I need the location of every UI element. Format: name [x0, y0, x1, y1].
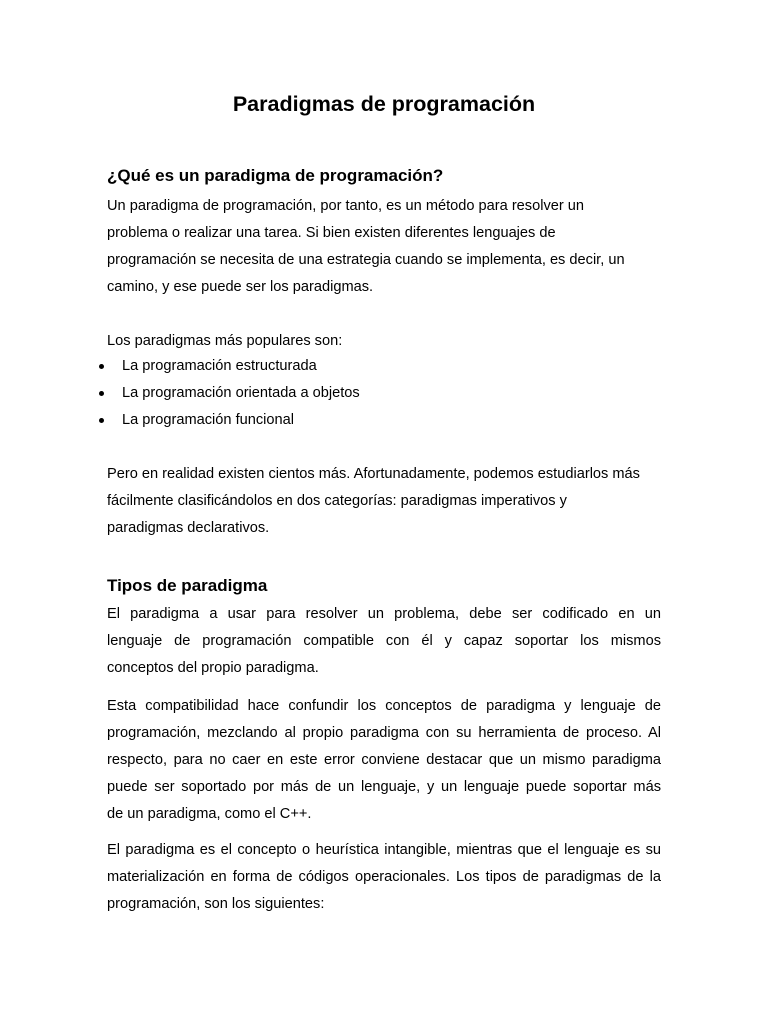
paragraph-line: Un paradigma de programación, por tanto, es un método para resolver un — [107, 198, 585, 214]
intro-paragraph — [107, 193, 661, 301]
paradigm-list — [0, 353, 360, 434]
types-paragraph-2 — [107, 693, 661, 828]
paragraph-line: Los paradigmas más populares son: — [107, 333, 343, 349]
paragraph-line: programación, mezclando al propio paradigma con su herramienta de proceso. Al — [107, 725, 661, 741]
bullet-icon — [99, 418, 104, 423]
paragraph-line: Esta compatibilidad hace confundir los conceptos de paradigma y lenguaje de — [107, 698, 661, 714]
paragraph-line: programación, son los siguientes: — [107, 896, 325, 912]
paragraph-line: programación se necesita de una estrategia cuando se implementa, es decir, un — [107, 252, 625, 268]
closing-paragraph — [107, 461, 661, 542]
paragraph-line: conceptos del propio paradigma. — [107, 660, 319, 676]
document-title: Paradigmas de programación — [232, 92, 536, 116]
list-item — [0, 353, 360, 380]
types-paragraph-1 — [107, 601, 661, 682]
paragraph-line: El paradigma es el concepto o heurística intangible, mientras que el lenguaje es su — [107, 842, 661, 858]
paragraph-line: respecto, para no caer en este error conviene destacar que un mismo paradigma — [107, 752, 661, 768]
section-heading-what-is: ¿Qué es un paradigma de programación? — [107, 166, 444, 185]
paragraph-line: materialización en forma de códigos operacionales. Los tipos de paradigmas de la — [107, 869, 661, 885]
list-item — [0, 380, 360, 407]
popular-intro — [107, 328, 661, 355]
bullet-icon — [99, 391, 104, 396]
list-item-label: La programación estructurada — [122, 358, 317, 374]
list-item-label: La programación funcional — [122, 412, 294, 428]
list-item — [0, 407, 360, 434]
paragraph-line: problema o realizar una tarea. Si bien existen diferentes lenguajes de — [107, 225, 556, 241]
paragraph-line: camino, y ese puede ser los paradigmas. — [107, 279, 374, 295]
paragraph-line: lenguaje de programación compatible con él y capaz soportar los mismos — [107, 633, 661, 649]
list-item-label: La programación orientada a objetos — [122, 385, 360, 401]
paragraph-line: fácilmente clasificándolos en dos categorías: paradigmas imperativos y — [107, 493, 567, 509]
paragraph-line: paradigmas declarativos. — [107, 520, 270, 536]
paragraph-line: puede ser soportado por más de un lenguaje, y un lenguaje puede soportar más — [107, 779, 661, 795]
types-paragraph-3 — [107, 837, 661, 918]
bullet-icon — [99, 364, 104, 369]
section-heading-types: Tipos de paradigma — [107, 576, 268, 595]
paragraph-line: de un paradigma, como el C++. — [107, 806, 312, 822]
paragraph-line: Pero en realidad existen cientos más. Afortunadamente, podemos estudiarlos más — [107, 466, 640, 482]
paragraph-line: El paradigma a usar para resolver un problema, debe ser codificado en un — [107, 606, 661, 622]
